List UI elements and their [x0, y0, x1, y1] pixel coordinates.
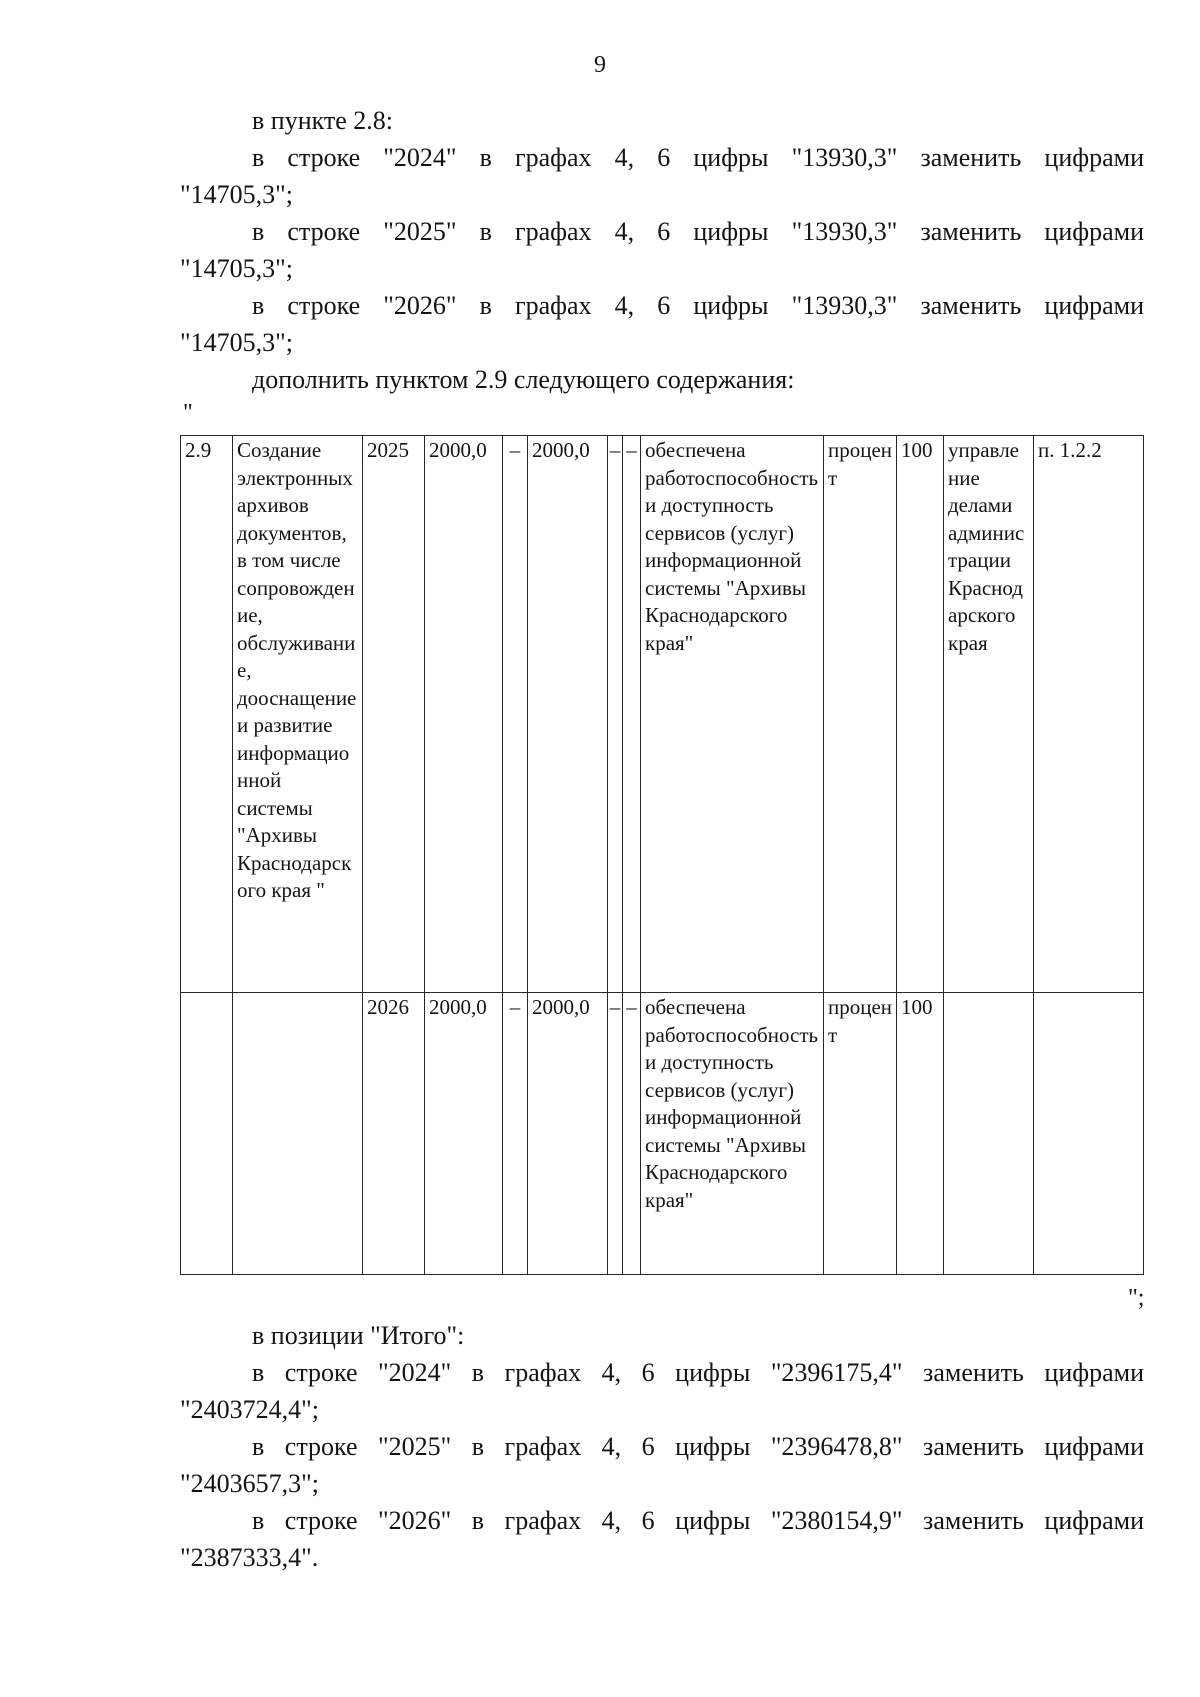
add-item-text: дополнить пунктом 2.9 следующего содержания: [252, 365, 795, 394]
cell-total: 2000,0 [425, 436, 503, 993]
cell-value: 100 [897, 993, 944, 1275]
change-value: "14705,3"; [180, 254, 293, 283]
cell-local: – [608, 436, 623, 993]
page-number: 9 [594, 52, 606, 78]
cell-local: – [608, 993, 623, 1275]
section-total-changes [180, 1317, 1144, 1576]
change-line: в строке "2024" в графах 4, 6 цифры "13930,3" заменить цифрами [252, 143, 1144, 172]
opening-quote: " [183, 400, 193, 426]
change-value: "14705,3"; [180, 180, 293, 209]
program-table [180, 435, 1144, 1275]
section-2-8-changes [180, 102, 1144, 398]
section-heading: в пункте 2.8: [252, 106, 394, 135]
cell-total: 2000,0 [425, 993, 503, 1275]
change-value: "2403657,3"; [180, 1469, 319, 1498]
cell-other: – [623, 436, 641, 993]
cell-regional: 2000,0 [528, 993, 608, 1275]
change-value: "2403724,4"; [180, 1395, 319, 1424]
cell-year: 2026 [363, 993, 425, 1275]
cell-other: – [623, 993, 641, 1275]
cell-event-name [233, 993, 363, 1275]
cell-reference [1034, 993, 1144, 1275]
change-line: в строке "2025" в графах 4, 6 цифры "2396478,8" заменить цифрами [252, 1432, 1144, 1461]
section-heading: в позиции "Итого": [252, 1321, 465, 1350]
change-line: в строке "2026" в графах 4, 6 цифры "13930,3" заменить цифрами [252, 291, 1144, 320]
cell-federal: – [503, 993, 528, 1275]
table-row [181, 993, 1144, 1275]
cell-result: обеспечена работоспособность и доступность сервисов (услуг) информационной системы "Архивы Краснодарского края" [641, 993, 824, 1275]
change-line: в строке "2024" в графах 4, 6 цифры "2396175,4" заменить цифрами [252, 1358, 1144, 1387]
cell-number [181, 993, 233, 1275]
cell-unit: процент [824, 993, 897, 1275]
change-value: "14705,3"; [180, 328, 293, 357]
change-value: "2387333,4". [180, 1543, 319, 1572]
cell-value: 100 [897, 436, 944, 993]
change-line: в строке "2026" в графах 4, 6 цифры "2380154,9" заменить цифрами [252, 1506, 1144, 1535]
cell-regional: 2000,0 [528, 436, 608, 993]
cell-event-name: Создание электронных архивов документов, в том числе сопровождение, обслуживание, дооснащение и развитие информационной системы "Архивы Краснодарского края " [233, 436, 363, 993]
cell-executor: управление делами администрации Краснодарского края [944, 436, 1034, 993]
cell-unit: процент [824, 436, 897, 993]
cell-result: обеспечена работоспособность и доступность сервисов (услуг) информационной системы "Архивы Краснодарского края" [641, 436, 824, 993]
table-row [181, 436, 1144, 993]
cell-executor [944, 993, 1034, 1275]
cell-number: 2.9 [181, 436, 233, 993]
closing-quote: "; [1128, 1285, 1145, 1311]
cell-reference: п. 1.2.2 [1034, 436, 1144, 993]
cell-federal: – [503, 436, 528, 993]
change-line: в строке "2025" в графах 4, 6 цифры "13930,3" заменить цифрами [252, 217, 1144, 246]
cell-year: 2025 [363, 436, 425, 993]
